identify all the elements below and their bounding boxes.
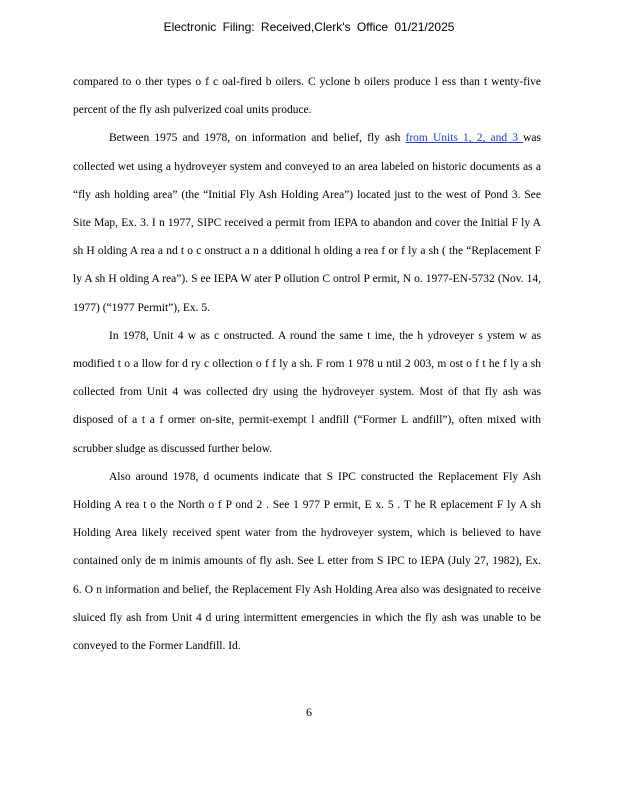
electronic-filing-header: Electronic Filing: Received,Clerk's Office 01/21/2025 — [163, 20, 455, 34]
page-number: 6 — [306, 705, 312, 719]
document-body — [73, 68, 541, 660]
paragraph-text-after-link: was collected wet using a hydroveyer system and conveyed to an area labeled on historic documents as a “fly ash holding area” (the “Initial Fly Ash Holding Area”) located just to the west of Pond 3. See Site Map, Ex. 3. I n 1977, SIPC received a permit from IEPA to abandon and cover the Initial F ly A sh H olding A rea a nd t o c onstruct a n a dditional h olding a rea f or f ly a sh ( the “Replacement F ly A sh H olding A rea”). S ee IEPA W ater P ollution C ontrol P ermit, N o. 1977-EN-5732 (Nov. 14, 1977) (“1977 Permit”), Ex. 5. — [73, 132, 541, 314]
units-link[interactable]: from Units 1, 2, and 3 — [405, 132, 524, 145]
paragraph-unit-4: In 1978, Unit 4 w as c onstructed. A round the same t ime, the h ydroveyer s ystem w as modified t o a llow for d ry c ollection o f f ly a sh. F rom 1 978 u ntil 2 003, m ost o f t he f ly a sh collected from Unit 4 was collected dry using the hydroveyer system. Most of that fly ash was disposed of a t a f ormer on-site, permit-exempt l andfill (“Former L andfill”), often mixed with scrubber sludge as discussed further below. — [73, 329, 541, 455]
paragraph-text-before-link: Between 1975 and 1978, on information and belief, fly ash — [109, 132, 406, 145]
paragraph-fly-ash-holding-area — [73, 124, 541, 321]
paragraph-continuation: compared to o ther types o f c oal-fired b oilers. C yclone b oilers produce l ess than t wenty-five percent of the fly ash pulverized coal units produce. — [73, 76, 541, 117]
paragraph-replacement-holding-area: Also around 1978, d ocuments indicate that S IPC constructed the Replacement Fly Ash Holding A rea t o the North o f P ond 2 . See 1 977 P ermit, E x. 5 . T he R eplacement F ly A sh Holding Area likely received spent water from the hydroveyer system, which is believed to have contained only de m inimis amounts of fly ash. See L etter from S IPC to IEPA (July 27, 1982), Ex. 6. O n information and belief, the Replacement Fly Ash Holding Area also was designated to receive sluiced fly ash from Unit 4 d uring intermittent emergencies in which the fly ash was unable to be conveyed to the Former Landfill. Id. — [73, 470, 541, 653]
